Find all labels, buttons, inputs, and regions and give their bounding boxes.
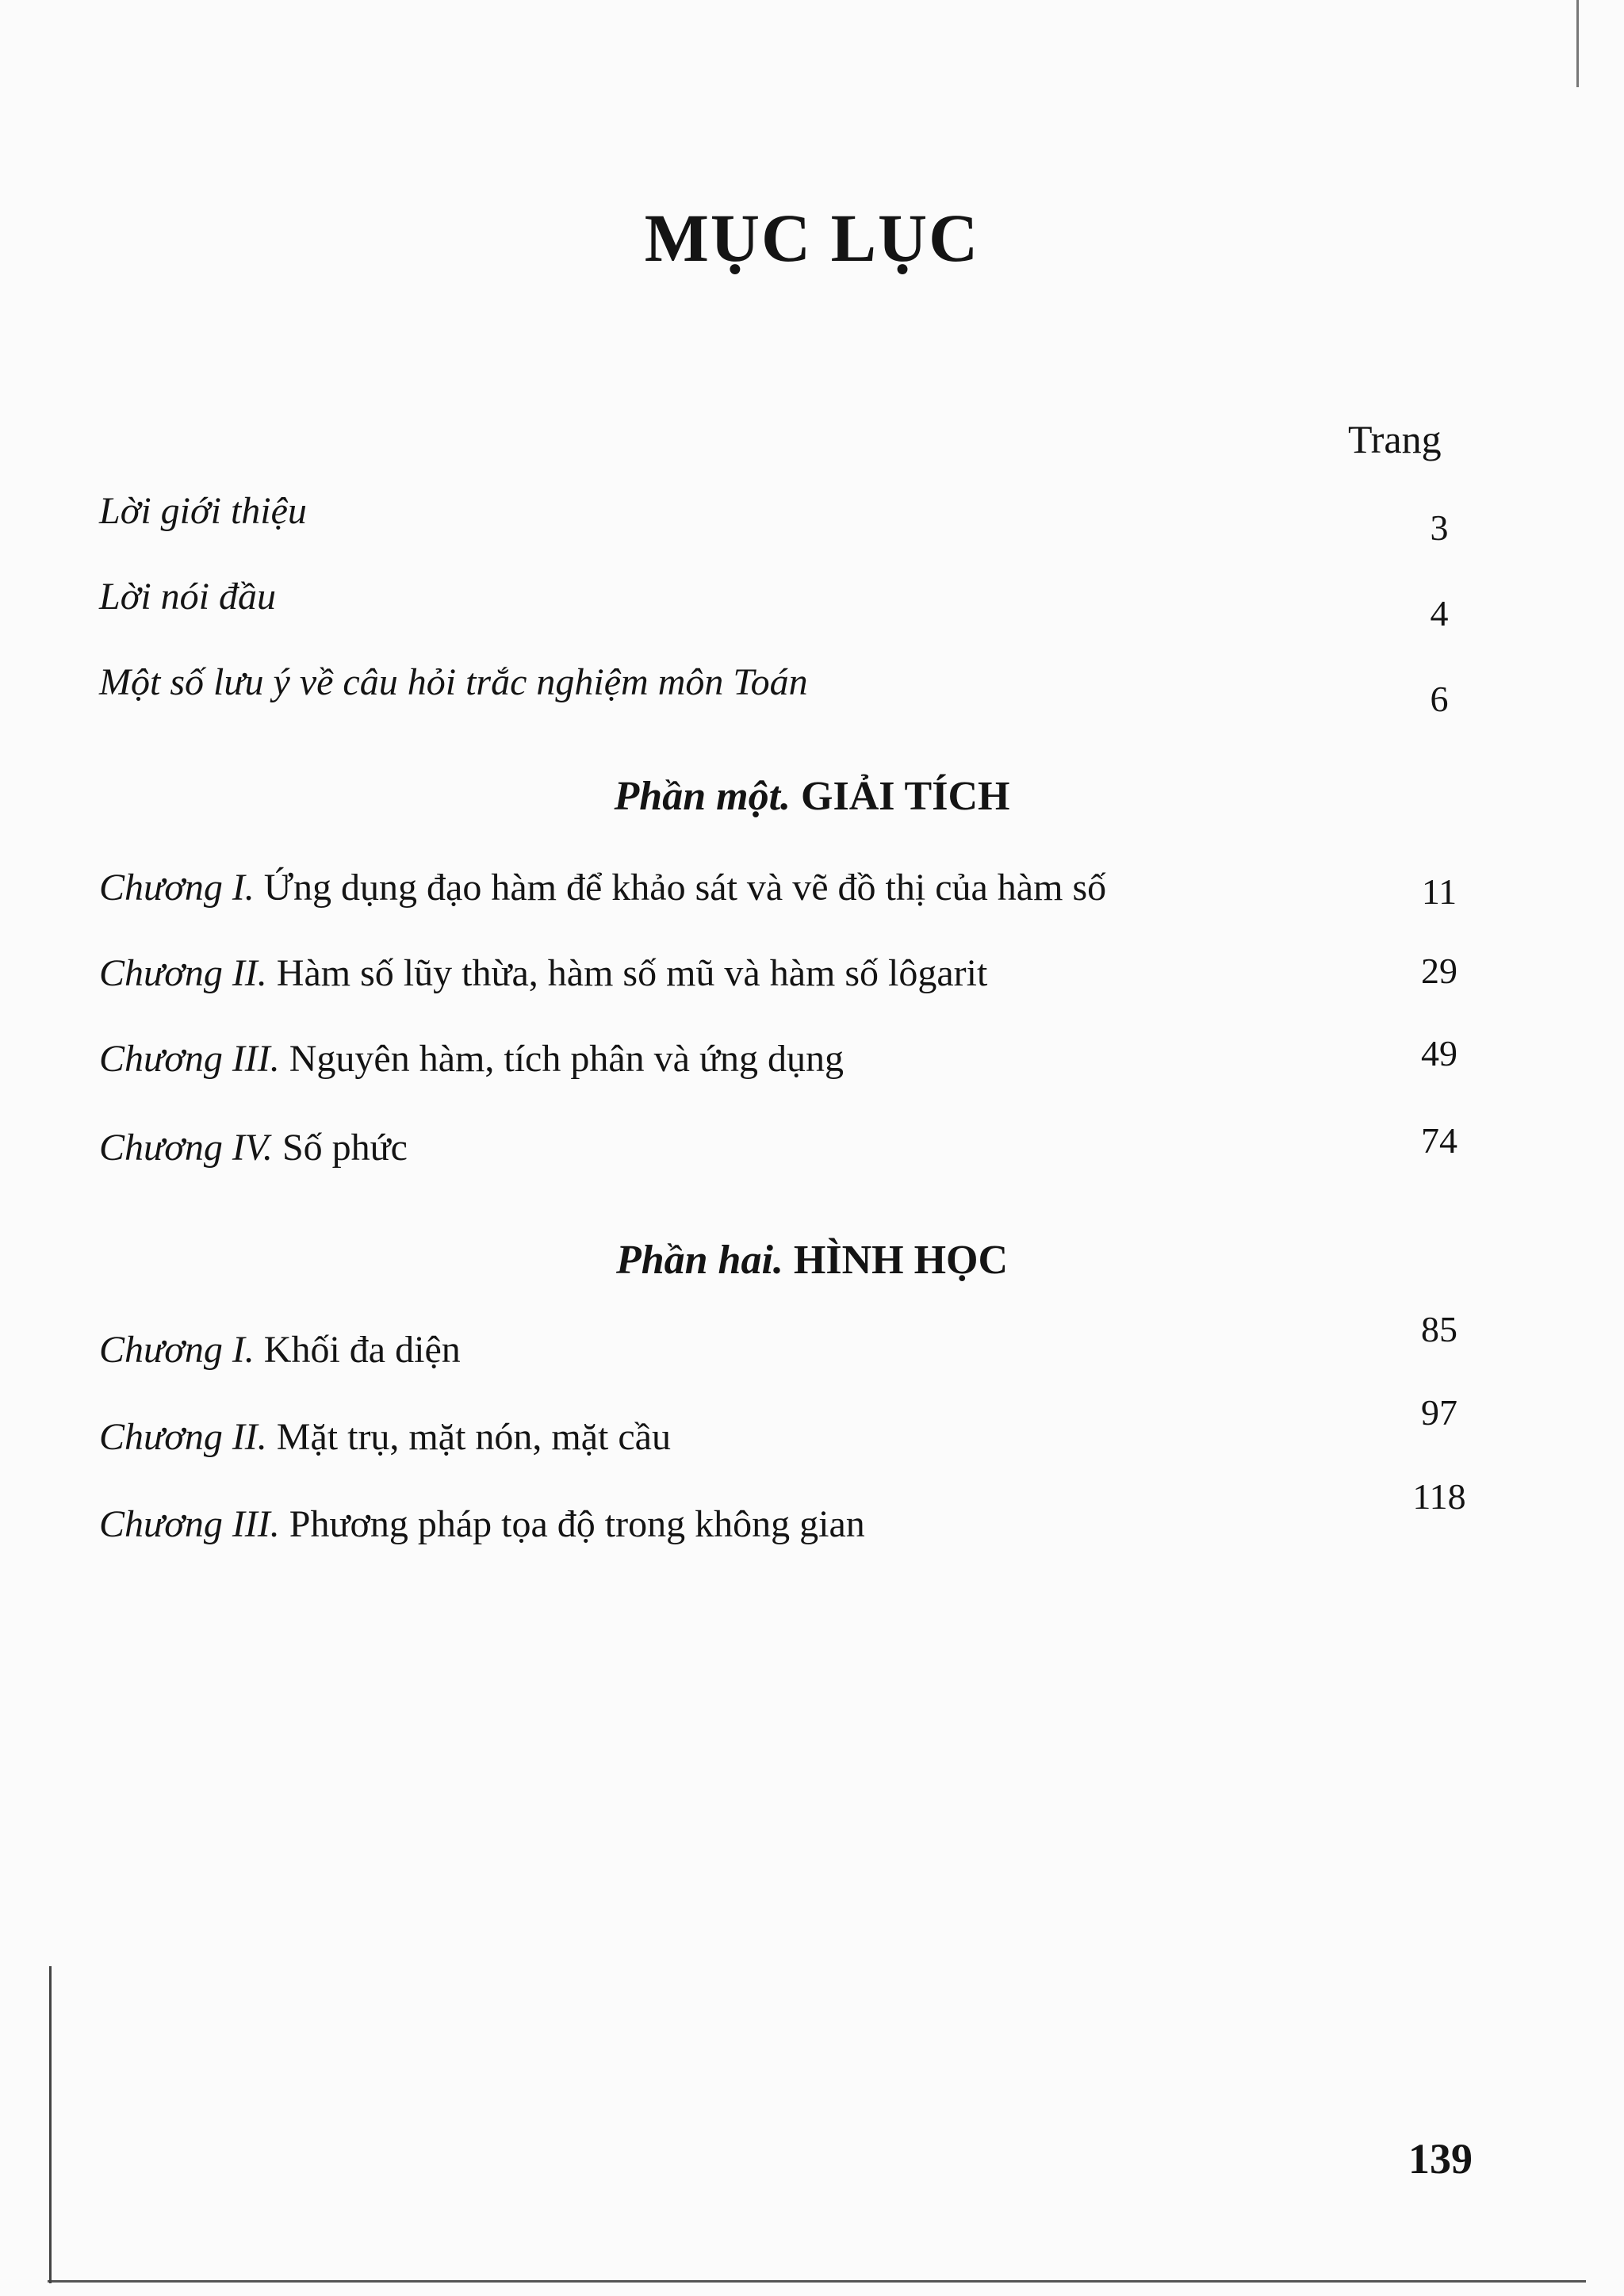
chapter-label: Chương III. (99, 1038, 280, 1080)
toc-entry-title: Lời giới thiệu (99, 490, 307, 532)
chapter-page: 49 (1421, 1033, 1457, 1073)
scan-edge-line (48, 2280, 1586, 2283)
toc-chapter-entry[interactable] (0, 951, 1624, 1007)
scan-edge-line (1576, 0, 1579, 87)
toc-chapter-entry[interactable] (0, 1120, 1624, 1181)
chapter-page: 85 (1421, 1309, 1457, 1349)
chapter-page: 11 (1421, 871, 1457, 912)
page-column-label: Trang (1348, 417, 1442, 461)
chapter-page: 74 (1421, 1120, 1457, 1161)
toc-entry-page: 4 (1430, 593, 1449, 633)
toc-entry-preface[interactable] (0, 575, 1624, 633)
part-name: GIẢI TÍCH (801, 774, 1010, 819)
chapter-page: 29 (1421, 951, 1457, 991)
toc-entry-page: 6 (1430, 679, 1449, 719)
chapter-label: Chương I. (99, 867, 255, 909)
scan-edge-line (49, 1966, 52, 2283)
toc-entry-notes[interactable] (0, 660, 1624, 719)
page-number: 139 (1408, 2135, 1473, 2183)
chapter-label: Chương IV. (99, 1127, 273, 1169)
chapter-page: 118 (1412, 1476, 1466, 1517)
chapter-title: Mặt trụ, mặt nón, mặt cầu (276, 1416, 671, 1458)
chapter-title: Ứng dụng đạo hàm để khảo sát và vẽ đồ thị của hàm số (263, 867, 1107, 909)
toc-entry-title: Lời nói đầu (99, 576, 276, 618)
part-heading-2 (0, 1237, 1624, 1284)
part-label: Phần hai. (615, 1238, 783, 1283)
page-title: MỤC LỤC (644, 200, 980, 276)
chapter-page: 97 (1421, 1392, 1457, 1433)
chapter-title: Phương pháp tọa độ trong không gian (289, 1503, 865, 1545)
chapter-title: Nguyên hàm, tích phân và ứng dụng (289, 1038, 844, 1080)
toc-chapter-entry[interactable] (0, 1392, 1624, 1471)
chapter-title: Số phức (282, 1127, 408, 1169)
chapter-label: Chương I. (99, 1329, 255, 1371)
toc-entry-page: 3 (1430, 507, 1449, 548)
chapter-title: Hàm số lũy thừa, hàm số mũ và hàm số lôgarit (276, 952, 988, 994)
chapter-label: Chương II. (99, 952, 267, 994)
toc-chapter-entry[interactable] (0, 1476, 1624, 1558)
part-heading-1 (0, 773, 1624, 820)
part-name: HÌNH HỌC (793, 1238, 1009, 1283)
toc-chapter-entry[interactable] (0, 866, 1624, 921)
chapter-label: Chương III. (99, 1503, 280, 1545)
toc-entry-intro[interactable] (0, 489, 1624, 548)
chapter-title: Khối đa diện (263, 1329, 461, 1371)
part-label: Phần một. (614, 774, 791, 819)
chapter-label: Chương II. (99, 1416, 267, 1458)
toc-entry-title: Một số lưu ý về câu hỏi trắc nghiệm môn Toán (99, 661, 808, 703)
toc-chapter-entry[interactable] (0, 1309, 1624, 1383)
toc-chapter-entry[interactable] (0, 1033, 1624, 1093)
